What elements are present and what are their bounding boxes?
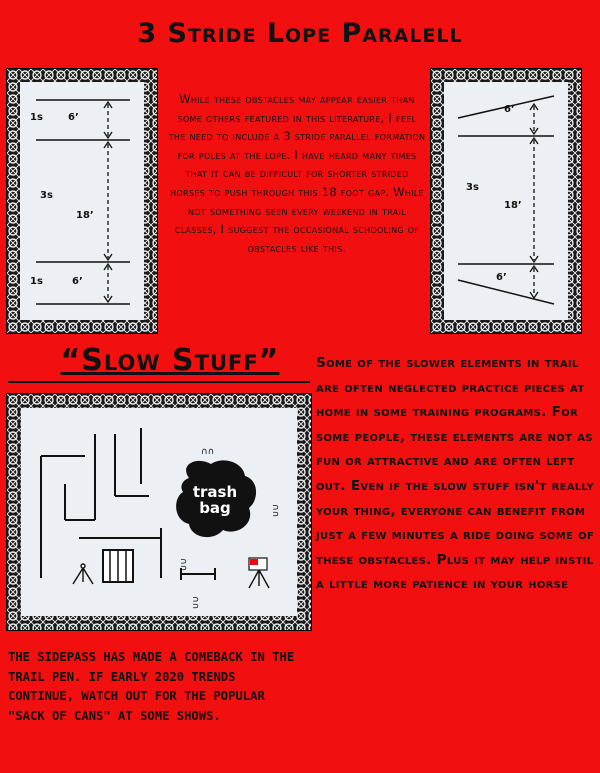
pole-line [458,280,554,304]
label-bottom-distance: 6’ [496,272,507,283]
tripod-icon [73,564,93,584]
trash-bag-label-line1: trash [192,483,238,501]
slow-stuff-paragraph: Some of the slower elements in trail are often neglected practice pieces at home in some training programs. For some people, these elements are not as fun or attractive and are often left out. Even if the slow stuff isn't really your thing, everyone can benefit from just a few minutes a ride doing some of these obstacles. Plus it may help instil a little more patience in your horse [316,355,595,593]
heading-rule [8,381,310,383]
label-mid-distance: 18’ [504,200,522,211]
label-mid-distance: 18’ [76,210,94,221]
cone-marks-icon: ∩∩ [270,504,280,518]
slow-obstacle-diagram [21,408,297,616]
sidepass-paragraph: THE SIDEPASS HAS MADE A COMEBACK IN THE TRAIL PEN. IF EARLY 2020 TRENDS CONTINUE, WATCH OUT FOR THE POPULAR "SACK OF CANS" AT SOME SHOWS. [8,650,295,723]
trash-bag-label-line2: bag [199,499,231,517]
right-diagram-panel [444,82,568,320]
left-diagram-panel [20,82,144,320]
right-diagram-frame [430,68,582,334]
trash-bag-label [179,484,251,516]
page-title: 3 Stride Lope Paralell [137,18,463,49]
label-bottom-distance: 6’ [72,276,83,287]
slow-diagram-panel [21,408,297,616]
label-mid-strides: 3s [40,190,53,201]
slow-diagram-frame [6,393,312,631]
left-diagram-frame [6,68,158,334]
label-top-strides: 1s [30,112,43,123]
label-top-distance: 6’ [68,112,79,123]
label-top-distance: 6’ [504,104,515,115]
intro-paragraph: While these obstacles may appear easier than some others featured in this literature, I feel the need to include a 3 stride parallel formation for poles at the lope. I have heard many times that it can be difficult for shorter strided horses to push through this 18 foot gap. While not something seen every weekend in trail classes, I suggest the occasional schooling of obstacles like this. [168,92,426,255]
cone-marks-icon: ∩∩ [190,596,200,610]
label-mid-strides: 3s [466,182,479,193]
crate-icon [103,550,133,582]
cone-marks-icon: ∩∩ [178,558,188,572]
cone-marks-icon: ∩∩ [201,447,215,457]
mailbox-flag-icon [250,559,258,565]
mailbox-post-icon [249,570,269,588]
label-bottom-strides: 1s [30,276,43,287]
slow-stuff-heading: “Slow Stuff” [60,343,280,378]
